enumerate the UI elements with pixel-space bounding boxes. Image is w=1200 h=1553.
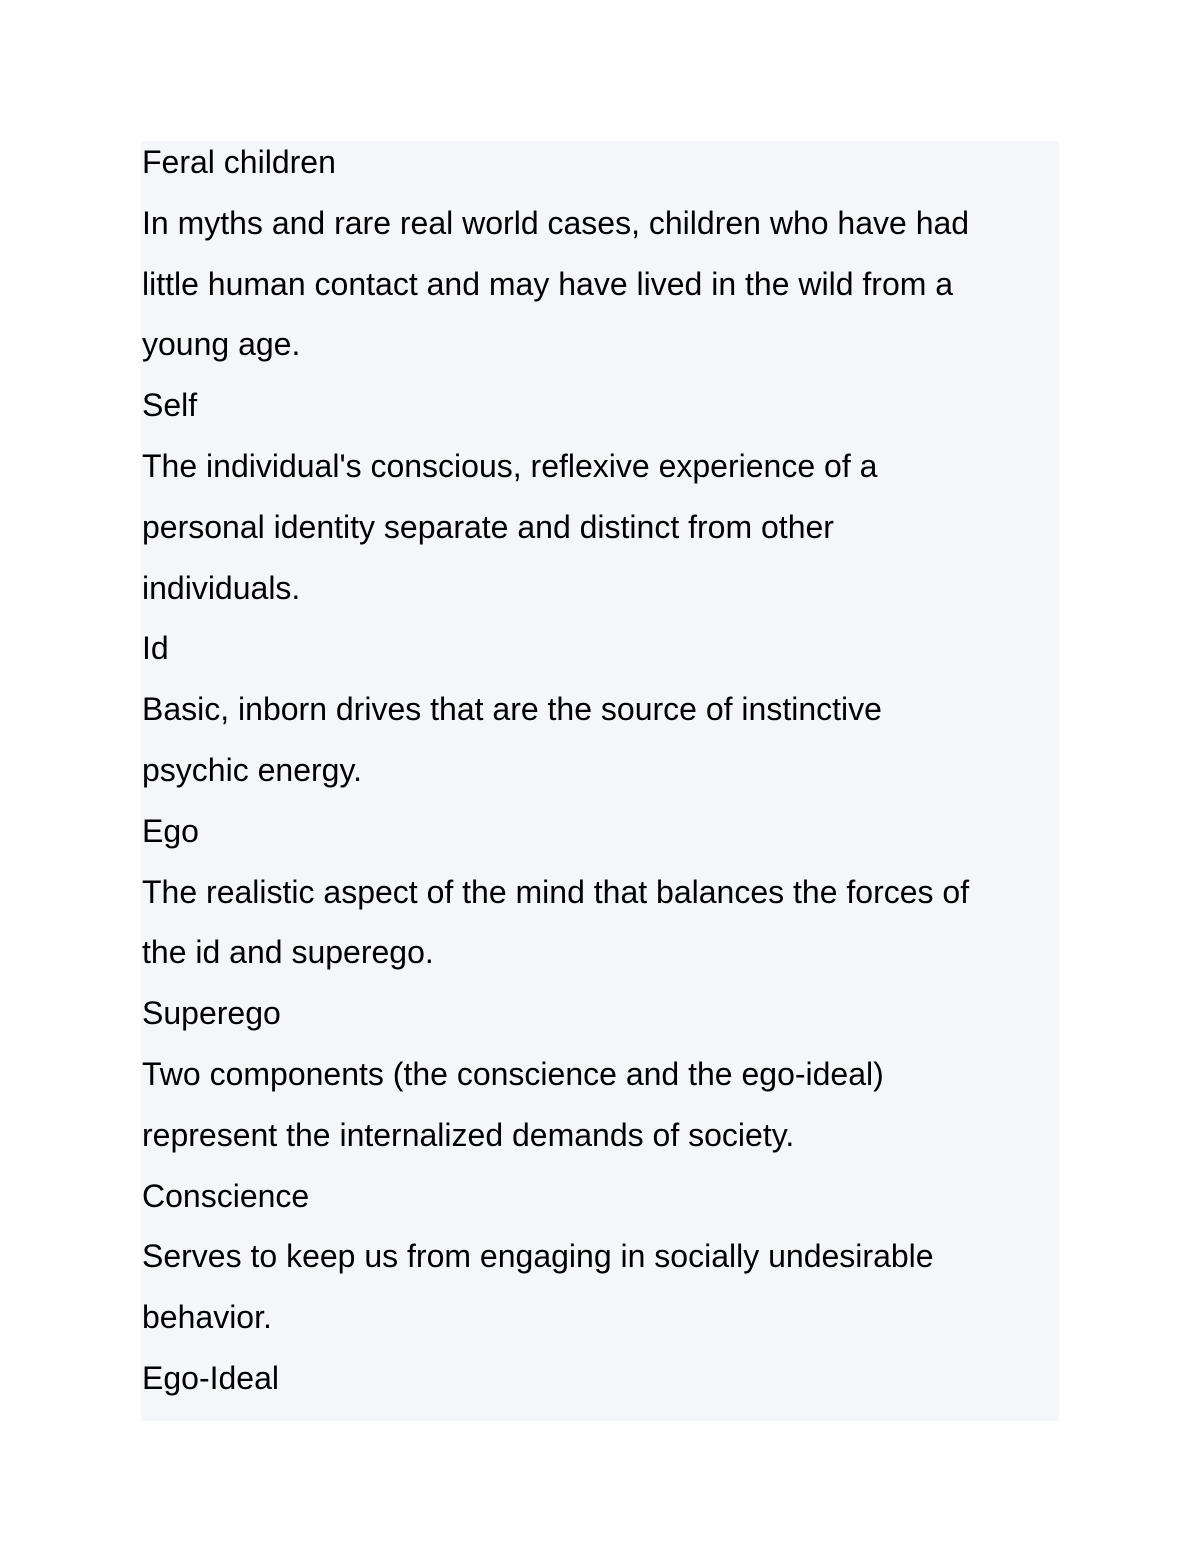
term-conscience: Conscience: [142, 1177, 310, 1214]
definition-line: In myths and rare real world cases, children who have had: [142, 204, 970, 241]
definition-line: Serves to keep us from engaging in socially undesirable: [142, 1238, 934, 1275]
definition-line: the id and superego.: [142, 934, 434, 971]
definition-line: Basic, inborn drives that are the source of instinctive: [142, 691, 882, 728]
definition-line: represent the internalized demands of society.: [142, 1116, 795, 1153]
definition-line: young age.: [142, 326, 301, 363]
definition-line: individuals.: [142, 569, 301, 606]
term-self: Self: [142, 387, 198, 424]
definition-line: The realistic aspect of the mind that balances the forces of: [142, 873, 970, 910]
term-ego: Ego: [142, 812, 199, 849]
text-block: [141, 141, 1059, 1421]
term-feral-children: Feral children: [142, 144, 336, 180]
definition-line: little human contact and may have lived in the wild from a: [142, 265, 954, 302]
term-superego: Superego: [142, 995, 281, 1032]
definition-line: Two components (the conscience and the ego-ideal): [142, 1055, 884, 1092]
definition-line: personal identity separate and distinct from other: [142, 508, 834, 545]
term-ego-ideal: Ego-Ideal: [142, 1359, 279, 1396]
definition-line: psychic energy.: [142, 751, 362, 788]
term-id: Id: [142, 630, 169, 667]
definition-line: behavior.: [142, 1299, 272, 1336]
definition-line: The individual's conscious, reflexive experience of a: [142, 447, 878, 484]
